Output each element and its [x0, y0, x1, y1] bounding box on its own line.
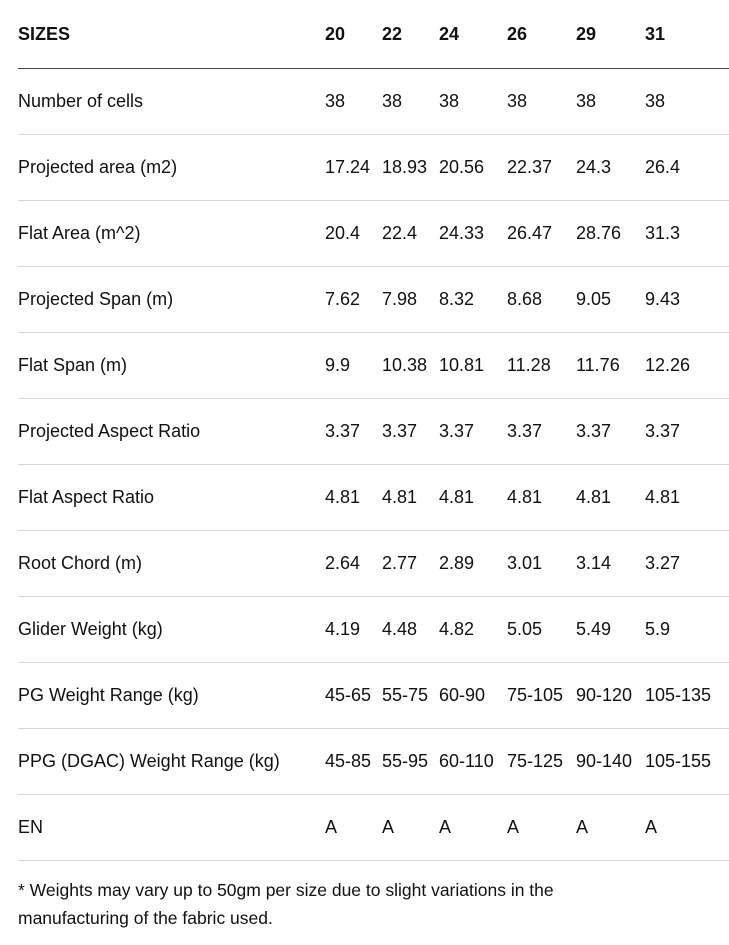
table-cell: 10.38: [382, 333, 439, 399]
row-label: Flat Aspect Ratio: [18, 465, 325, 531]
table-cell: 38: [576, 69, 645, 135]
row-label: Flat Span (m): [18, 333, 325, 399]
table-cell: 9.9: [325, 333, 382, 399]
table-cell: 3.37: [325, 399, 382, 465]
table-row: [18, 399, 729, 465]
table-cell: 3.27: [645, 531, 729, 597]
header-cell-size: 29: [576, 0, 645, 69]
table-cell: 60-110: [439, 729, 507, 795]
table-cell: 38: [382, 69, 439, 135]
table-cell: 55-75: [382, 663, 439, 729]
table-cell: 45-85: [325, 729, 382, 795]
table-row: [18, 663, 729, 729]
table-cell: 4.48: [382, 597, 439, 663]
table-cell: 38: [507, 69, 576, 135]
table-cell: 3.37: [576, 399, 645, 465]
header-cell-size: 26: [507, 0, 576, 69]
table-cell: 2.89: [439, 531, 507, 597]
row-label: Projected area (m2): [18, 135, 325, 201]
table-cell: 11.76: [576, 333, 645, 399]
table-row: [18, 69, 729, 135]
table-cell: 2.77: [382, 531, 439, 597]
table-cell: 3.37: [645, 399, 729, 465]
table-cell: 26.4: [645, 135, 729, 201]
row-label: Projected Aspect Ratio: [18, 399, 325, 465]
table-cell: 4.82: [439, 597, 507, 663]
table-cell: 3.01: [507, 531, 576, 597]
row-label: PPG (DGAC) Weight Range (kg): [18, 729, 325, 795]
table-cell: 4.81: [645, 465, 729, 531]
table-row: [18, 201, 729, 267]
table-row: [18, 267, 729, 333]
table-cell: A: [439, 795, 507, 861]
table-cell: 75-105: [507, 663, 576, 729]
table-cell: 90-120: [576, 663, 645, 729]
table-cell: 60-90: [439, 663, 507, 729]
table-cell: 28.76: [576, 201, 645, 267]
table-cell: 12.26: [645, 333, 729, 399]
table-cell: 8.68: [507, 267, 576, 333]
table-cell: 24.3: [576, 135, 645, 201]
table-cell: 45-65: [325, 663, 382, 729]
table-cell: 9.05: [576, 267, 645, 333]
table-cell: 4.81: [507, 465, 576, 531]
table-cell: 7.98: [382, 267, 439, 333]
table-cell: 105-155: [645, 729, 729, 795]
row-label: Projected Span (m): [18, 267, 325, 333]
table-row: [18, 333, 729, 399]
table-cell: 3.37: [439, 399, 507, 465]
row-label: Glider Weight (kg): [18, 597, 325, 663]
table-cell: 4.81: [325, 465, 382, 531]
table-cell: 3.14: [576, 531, 645, 597]
table-cell: A: [325, 795, 382, 861]
row-label: EN: [18, 795, 325, 861]
table-cell: 3.37: [382, 399, 439, 465]
table-cell: 20.56: [439, 135, 507, 201]
table-cell: 55-95: [382, 729, 439, 795]
header-cell-size: 31: [645, 0, 729, 69]
row-label: Flat Area (m^2): [18, 201, 325, 267]
row-label: Root Chord (m): [18, 531, 325, 597]
table-cell: 7.62: [325, 267, 382, 333]
table-cell: 5.05: [507, 597, 576, 663]
table-row: [18, 531, 729, 597]
table-cell: 38: [325, 69, 382, 135]
table-cell: 2.64: [325, 531, 382, 597]
table-header-row: [18, 0, 729, 69]
table-cell: 18.93: [382, 135, 439, 201]
table-cell: 24.33: [439, 201, 507, 267]
table-cell: 4.81: [439, 465, 507, 531]
weights-footnote: * Weights may vary up to 50gm per size due to slight variations in the manufacturing of the fabric used.: [18, 880, 554, 928]
table-cell: 26.47: [507, 201, 576, 267]
table-row: [18, 597, 729, 663]
row-label: Number of cells: [18, 69, 325, 135]
table-cell: A: [507, 795, 576, 861]
header-cell-size: 20: [325, 0, 382, 69]
row-label: PG Weight Range (kg): [18, 663, 325, 729]
table-cell: 8.32: [439, 267, 507, 333]
table-cell: 17.24: [325, 135, 382, 201]
table-cell: 5.49: [576, 597, 645, 663]
table-cell: 20.4: [325, 201, 382, 267]
header-cell-size: 24: [439, 0, 507, 69]
table-cell: A: [382, 795, 439, 861]
table-cell: 9.43: [645, 267, 729, 333]
table-cell: 38: [439, 69, 507, 135]
table-row: [18, 135, 729, 201]
table-cell: 90-140: [576, 729, 645, 795]
table-cell: 5.9: [645, 597, 729, 663]
header-cell-sizes: SIZES: [18, 0, 325, 69]
table-cell: 11.28: [507, 333, 576, 399]
table-cell: 22.4: [382, 201, 439, 267]
table-row: [18, 729, 729, 795]
table-cell: 31.3: [645, 201, 729, 267]
table-cell: 4.81: [576, 465, 645, 531]
table-cell: 105-135: [645, 663, 729, 729]
table-cell: 4.81: [382, 465, 439, 531]
table-cell: 75-125: [507, 729, 576, 795]
table-cell: 4.19: [325, 597, 382, 663]
table-cell: 22.37: [507, 135, 576, 201]
table-cell: A: [576, 795, 645, 861]
table-cell: 38: [645, 69, 729, 135]
sizes-spec-table: [18, 0, 729, 861]
table-cell: 10.81: [439, 333, 507, 399]
header-cell-size: 22: [382, 0, 439, 69]
spec-table-container: [18, 0, 729, 861]
table-row: [18, 795, 729, 861]
table-cell: 3.37: [507, 399, 576, 465]
table-row: [18, 465, 729, 531]
table-cell: A: [645, 795, 729, 861]
